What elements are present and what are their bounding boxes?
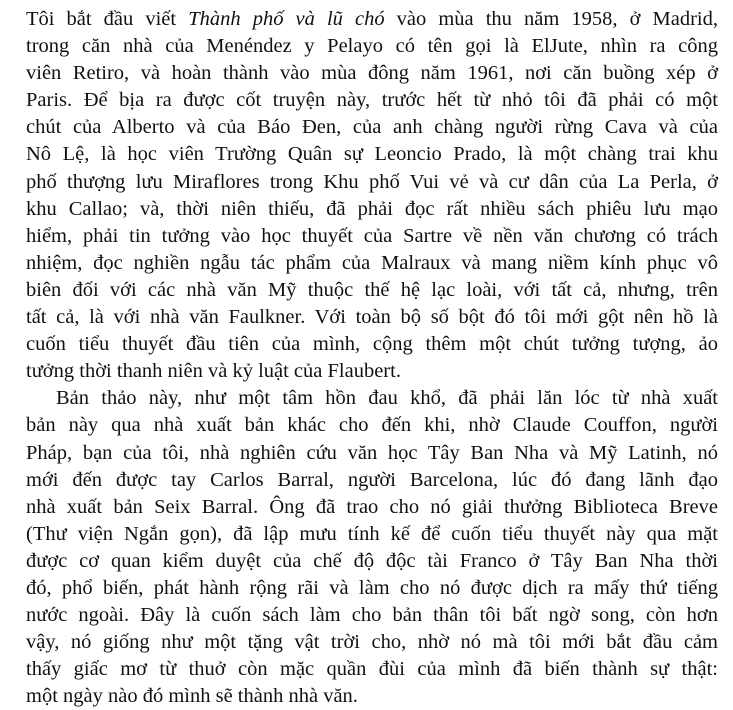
text-line: biên đối với các nhà văn Mỹ thuộc thế hệ lạc loài, với tất cả, nhưng, trên (26, 278, 718, 301)
text-line: thấy giấc mơ từ thuở còn mặc quần đùi của mình đã biến thành sự thật: (26, 658, 718, 681)
paragraph-1 (26, 6, 718, 385)
text-line: nhà xuất bản Seix Barral. Ông đã trao cho nó giải thưởng Biblioteca Breve (26, 495, 718, 518)
text-line: Paris. Để bịa ra được cốt truyện này, trước hết từ nhỏ tôi đã phải có một (26, 89, 718, 112)
text-line: được cơ quan kiểm duyệt của chế độ độc tài Franco ở Tây Ban Nha thời (26, 549, 718, 572)
text-line: Bản thảo này, như một tâm hồn đau khổ, đã phải lăn lóc từ nhà xuất (56, 387, 718, 410)
text-line: Nô Lệ, là học viên Trường Quân sự Leoncio Prado, là một chàng trai khu (26, 143, 718, 166)
text-line: đó, phổ biến, phát hành rộng rãi và làm cho nó được dịch ra mấy thứ tiếng (26, 576, 718, 599)
text-line: Pháp, bạn của tôi, nhà nghiên cứu văn học Tây Ban Nha và Mỹ Latinh, nó (26, 441, 718, 464)
text-line: vậy, nó giống như một tặng vật trời cho, nhờ nó mà tôi mới bắt đầu cảm (26, 631, 718, 654)
text-line: hiểm, phải tin tưởng vào học thuyết của Sartre về nền văn chương có trách (26, 224, 718, 247)
text-line: phố thượng lưu Miraflores trong Khu phố Vui vẻ và cư dân của La Perla, ở (26, 170, 718, 193)
text-line: nước ngoài. Đây là cuốn sách làm cho bản thân tôi bất ngờ song, còn hơn (26, 604, 718, 627)
text-line: mới đến được tay Carlos Barral, người Barcelona, lúc đó đang lãnh đạo (26, 468, 718, 491)
text-run: Tôi bắt đầu viết (26, 8, 189, 30)
text-line: trong căn nhà của Menéndez y Pelayo có tên gọi là ElJute, nhìn ra công (26, 35, 718, 58)
text-line: nhiệm, đọc nghiền ngẫu tác phẩm của Malraux và mang niềm kính phục vô (26, 251, 718, 274)
text-line: viên Retiro, và hoàn thành vào mùa đông năm 1961, nơi căn buồng xép ở (26, 62, 718, 85)
paragraph-2 (26, 385, 718, 710)
text-line: khu Callao; và, thời niên thiếu, đã phải đọc rất nhiều sách phiêu lưu mạo (26, 197, 718, 220)
text-line: bản này qua nhà xuất bản khác cho đến khi, nhờ Claude Couffon, người (26, 414, 718, 437)
text-run: vào mùa thu năm 1958, ở Madrid, (384, 8, 719, 30)
text-line: (Thư viện Ngắn gọn), đã lập mưu tính kế để cuốn tiểu thuyết này qua mặt (26, 522, 718, 545)
text-line (26, 6, 718, 33)
book-title: Thành phố và lũ chó (188, 8, 385, 30)
text-line: tất cả, là với nhà văn Faulkner. Với toàn bộ số bột đó tôi mới gột nên hồ là (26, 306, 718, 329)
text-line: tưởng thời thanh niên và kỷ luật của Flaubert. (26, 360, 401, 383)
text-line: một ngày nào đó mình sẽ thành nhà văn. (26, 685, 358, 708)
text-line: cuốn tiểu thuyết đầu tiên của mình, cộng thêm một chút tưởng tượng, ảo (26, 333, 718, 356)
text-line: chút của Alberto và của Báo Đen, của anh chàng người rừng Cava và của (26, 116, 718, 139)
